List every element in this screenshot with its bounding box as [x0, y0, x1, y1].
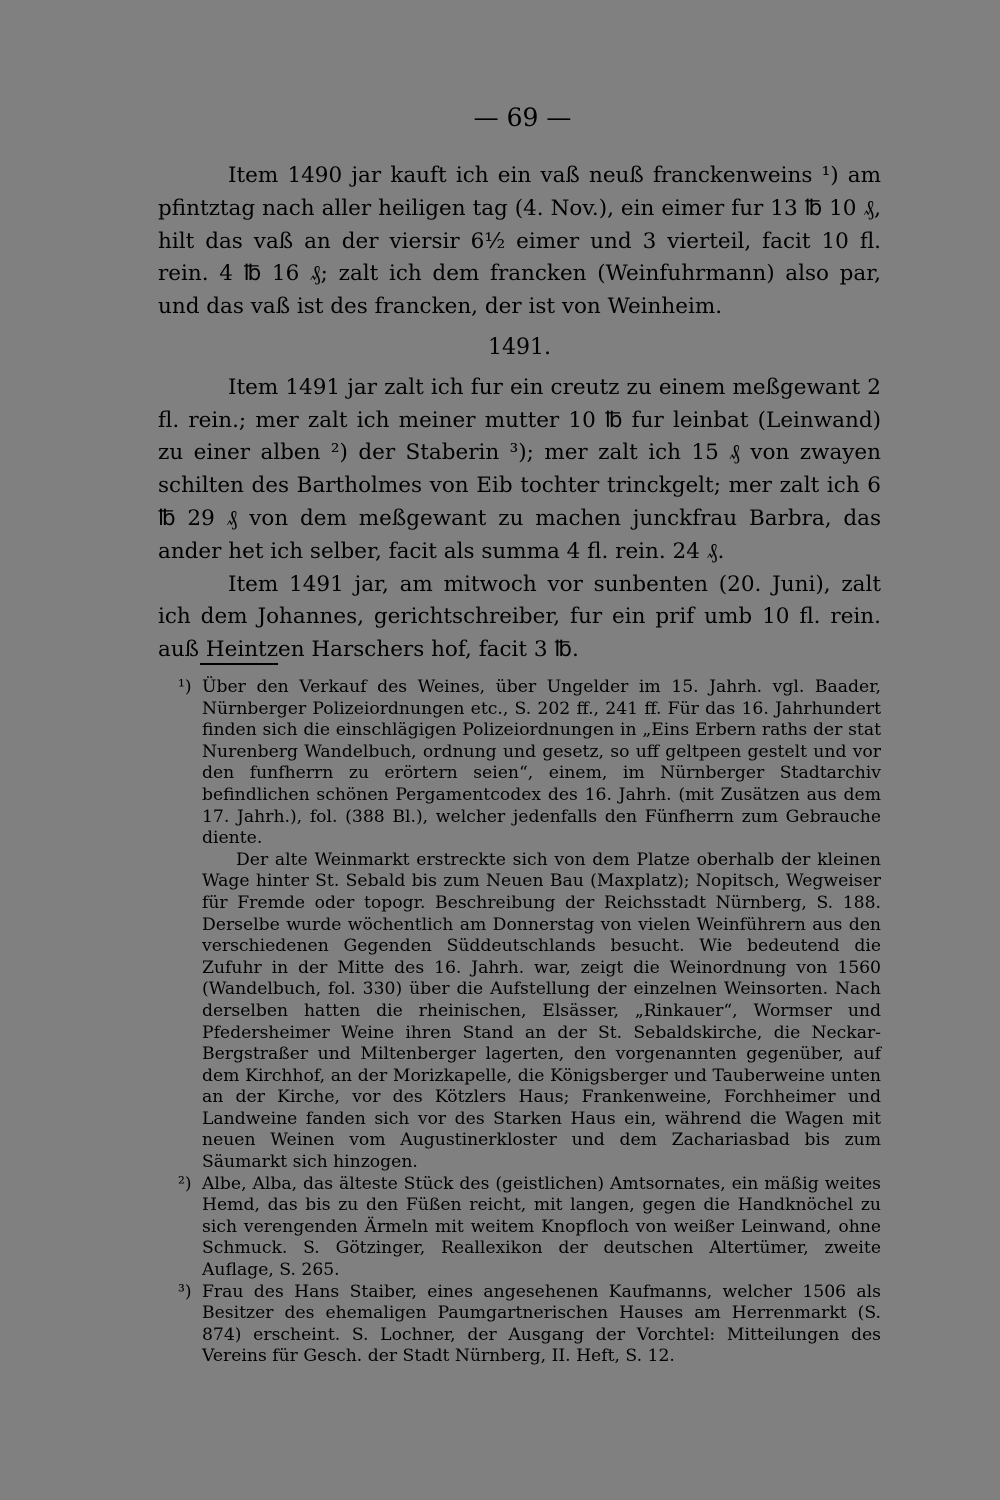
year-heading: 1491.: [488, 334, 551, 360]
main-text: [158, 160, 881, 667]
footnote-1-continuation: Der alte Weinmarkt erstreckte sich von dem Platze oberhalb der kleinen Wage hinter St. Sebald bis zum Neuen Bau (Maxplatz); Nopitsch, Wegweiser für Fremde oder topogr. Beschreibung der Reichsstadt Nürnberg, S. 188. Derselbe wurde wöchentlich am Donnerstag von vielen Weinführern aus den verschiedenen Gegenden Süddeutschlands besucht. Wie bedeutend die Zufuhr in der Mitte des 16. Jahrh. war, zeigt die Weinordnung von 1560 (Wandelbuch, fol. 330) über die Aufstellung der einzelnen Weinsorten. Nach derselben hatten die rheinischen, Elsässer, „Rinkauer“, Wormser und Pfedersheimer Weine ihren Stand an der St. Sebaldskirche, die Neckar-Bergstraßer und Miltenberger lagerten, den vorgenannten gegenüber, auf dem Kirchhof, an der Morizkapelle, die Königsberger und Tauberweine unten an der Kirche, vor des Kötzlers Haus; Frankenweine, Forchheimer und Landweine fanden sich vor des Starken Haus ein, während die Wagen mit neuen Weinen vom Augustinerkloster und dem Zachariasbad bis zum Säumarkt sich hinzogen.: [202, 849, 881, 1173]
footnote-marker: ³): [178, 1281, 192, 1302]
footnote-2-text: Albe, Alba, das älteste Stück des (geistlichen) Amtsornates, ein mäßig weites Hemd, das bis zu den Füßen reicht, mit langen, gegen die Handknöchel zu sich verengenden Ärmeln mit weitem Knopfloch von weißer Leinwand, ohne Schmuck. S. Götzinger, Reallexikon der deutschen Altertümer, zweite Auflage, S. 265.: [202, 1173, 881, 1281]
footnote-2: [178, 1174, 881, 1282]
footnote-3: [178, 1282, 881, 1368]
paragraph-1490: Item 1490 jar kauft ich ein vaß neuß franckenweins ¹) am pfintztag nach aller heiligen tag (4. Nov.), ein eimer fur 13 ℔ 10 ₰, hilt das vaß an der viersir 6½ eimer und 3 vierteil, facit 10 fl. rein. 4 ℔ 16 ₰; zalt ich dem francken (Weinfuhrmann) also par, und das vaß ist des francken, der ist von Weinheim.: [158, 163, 881, 320]
footnote-marker: ¹): [178, 677, 192, 697]
page-number: — 69 —: [473, 103, 572, 132]
footnotes: [178, 677, 881, 1368]
footnote-1-text: Über den Verkauf des Weines, über Ungelder im 15. Jahrh. vgl. Baader, Nürnberger Polizeiordnungen etc., S. 202 ff., 241 ff. Für das 16. Jahrhundert finden sich die einschlägigen Polizeiordnungen in „Eins Erbern raths der stat Nurenberg Wandelbuch, ordnung und gesetz, so uff geltpeen gestelt und vor den funfherrn zu erörtern seien“, einem, im Nürnberger Stadtarchiv befindlichen schönen Pergamentcodex des 16. Jahrh. (mit Zusätzen aus dem 17. Jahrh.), fol. (388 Bl.), welcher jedenfalls den Fünfherrn zum Gebrauche diente.: [202, 677, 881, 849]
footnote-1: [178, 677, 881, 1174]
footnote-marker: ²): [178, 1173, 192, 1194]
footnote-divider: [200, 663, 278, 665]
footnote-3-text: Frau des Hans Staiber, eines angesehenen Kaufmanns, welcher 1506 als Besitzer des ehemaligen Paumgartnerischen Hauses am Herrenmarkt (S. 874) erscheint. S. Lochner, der Ausgang der Vorchtel: Mitteilungen des Vereins für Gesch. der Stadt Nürnberg, II. Heft, S. 12.: [202, 1281, 881, 1367]
paragraph-1491-a: Item 1491 jar zalt ich fur ein creutz zu einem meßgewant 2 fl. rein.; mer zalt ich meiner mutter 10 ℔ fur leinbat (Leinwand) zu einer alben ²) der Staberin ³); mer zalt ich 15 ₰ von zwayen schilten des Bartholmes von Eib tochter trinckgelt; mer zalt ich 6 ℔ 29 ₰ von dem meßgewant zu machen junckfrau Barbra, das ander het ich selber, facit als summa 4 fl. rein. 24 ₰.: [158, 374, 881, 564]
paragraph-1491-b: Item 1491 jar, am mitwoch vor sunbenten (20. Juni), zalt ich dem Johannes, gerichtschreiber, fur ein prif umb 10 fl. rein. auß Heintzen Harschers hof, facit 3 ℔.: [158, 571, 881, 663]
